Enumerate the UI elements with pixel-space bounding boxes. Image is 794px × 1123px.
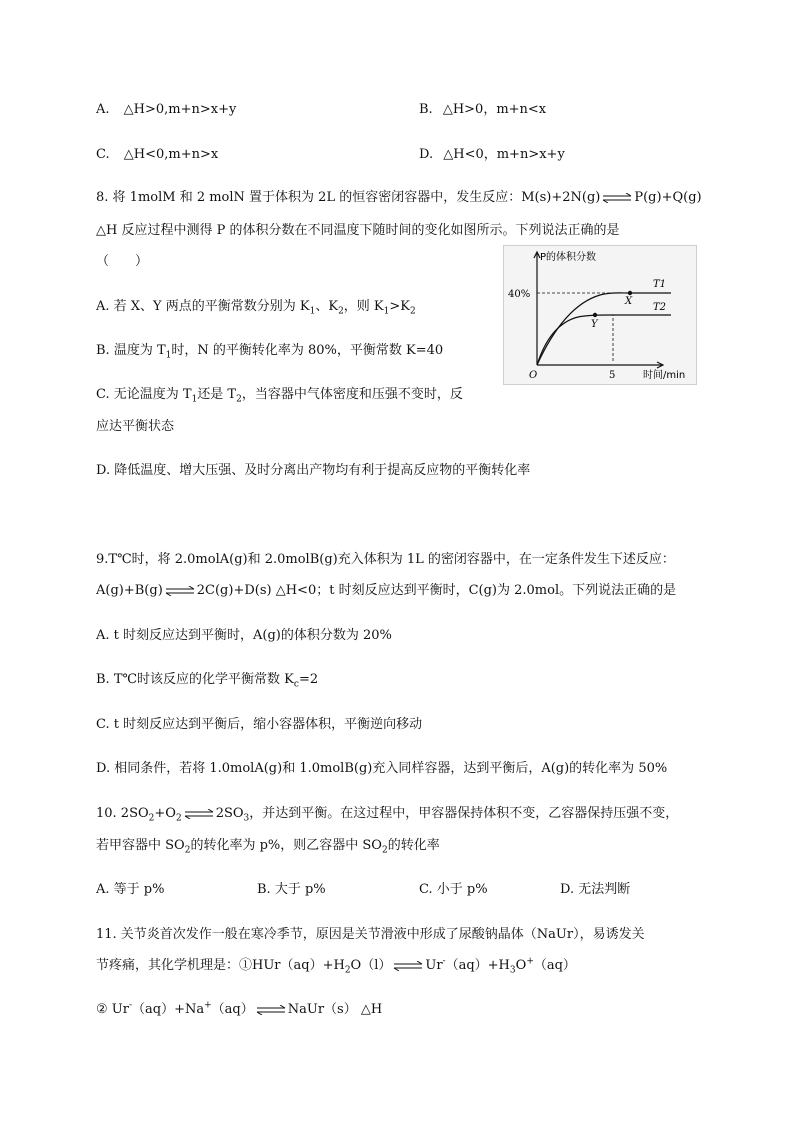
q8-option-a-text-1: A. 若 X、Y 两点的平衡常数分别为 K xyxy=(96,299,310,314)
point-y xyxy=(593,313,597,317)
subscript: 2 xyxy=(344,965,351,976)
y-axis-label: P的体积分数 xyxy=(540,252,597,263)
subscript: 1 xyxy=(191,394,198,405)
series-t2-label: T2 xyxy=(653,302,667,313)
equilibrium-arrow-icon xyxy=(165,586,195,596)
subscript: 3 xyxy=(509,965,516,976)
q9-option-d: D. 相同条件，若将 1.0molA(g)和 1.0molB(g)充入同样容器，达到平衡后，A(g)的转化率为 50% xyxy=(96,761,668,776)
q8-option-a-text-2: 、K xyxy=(315,299,339,314)
equilibrium-arrow-icon xyxy=(393,961,423,971)
q11-line3-text-2: （aq）+Na xyxy=(132,1002,205,1017)
subscript: 1 xyxy=(383,306,390,317)
q10-text-2: +O xyxy=(154,806,176,821)
subscript: 2 xyxy=(381,845,388,856)
q7-option-c xyxy=(96,146,218,164)
equilibrium-arrow-icon xyxy=(256,1005,286,1015)
q7-option-d-text: △H<0，m+n>x+y xyxy=(443,147,565,162)
q8-stem-line1 xyxy=(96,189,702,207)
origin-label: O xyxy=(529,370,538,381)
q8-option-c xyxy=(96,386,463,404)
q8-figure-svg xyxy=(503,245,697,385)
q11-line3-text-3: （aq） xyxy=(211,1002,254,1017)
q7-option-b-text: △H>0，m+n<x xyxy=(442,102,547,117)
q10-text-3: 2SO xyxy=(215,806,244,821)
subscript: 2 xyxy=(184,845,191,856)
q8-stem-line1-b: P(g)+Q(g) xyxy=(634,190,702,205)
equilibrium-arrow-icon xyxy=(602,193,632,203)
q11-stem-line1: 11. 关节炎首次发作一般在寒冷季节，原因是关节滑液中形成了尿酸钠晶体（NaUr），易诱发关 xyxy=(96,927,645,942)
q11-stem-line3 xyxy=(96,1001,382,1019)
q10-option-c: C. 小于 p% xyxy=(419,882,488,897)
q10-text-1: 10. 2SO xyxy=(96,806,149,821)
superscript: - xyxy=(442,956,446,967)
series-t1-label: T1 xyxy=(653,279,667,290)
q10-line2-text-2: 的转化率为 p%，则乙容器中 SO xyxy=(190,838,382,853)
q11-line2-text-1: 节疼痛，其化学机理是：①HUr（aq）+H xyxy=(96,958,345,973)
q8-stem-line1-a: 8. 将 1molM 和 2 molN 置于体积为 2L 的恒容密闭容器中，发生反应：M(s)+2N(g) xyxy=(96,190,601,205)
q8-option-c-text-1: C. 无论温度为 T xyxy=(96,387,192,402)
q9-stem-line2-a: A(g)+B(g) xyxy=(96,583,163,598)
y-tick-label: 40% xyxy=(508,289,531,300)
subscript: 2 xyxy=(338,306,344,317)
q8-option-d: D. 降低温度、增大压强、及时分离出产物均有利于提高反应物的平衡转化率 xyxy=(96,463,531,478)
q7-option-a-label: A. xyxy=(96,102,110,117)
q7-option-d-label: D. xyxy=(419,147,434,162)
q11-line3-text-4: NaUr（s） △H xyxy=(287,1002,383,1017)
x-tick-label: 5 xyxy=(609,370,616,381)
q8-option-a-text-3: ，则 K xyxy=(343,299,384,314)
subscript: 1 xyxy=(309,306,316,317)
q8-option-c-line2: 应达平衡状态 xyxy=(96,419,175,434)
q10-stem-line2 xyxy=(96,837,440,855)
q7-option-d xyxy=(419,146,565,164)
q8-option-b-text-2: 时，N 的平衡转化率为 80%，平衡常数 K=40 xyxy=(171,343,444,358)
subscript: 2 xyxy=(148,813,155,824)
q11-line2-text-3: Ur xyxy=(425,958,443,973)
q9-stem-line1: 9.T℃时，将 2.0molA(g)和 2.0molB(g)充入体积为 1L 的密闭容器中，在一定条件发生下述反应： xyxy=(96,552,675,567)
q11-line2-text-6: （aq） xyxy=(533,958,576,973)
q11-line2-text-2: O（l） xyxy=(350,958,392,973)
q9-stem-line2-b: 2C(g)+D(s) △H<0；t 时刻反应达到平衡时，C(g)为 2.0mol。下列说法正确的是 xyxy=(196,583,677,598)
q11-stem-line2 xyxy=(96,957,576,975)
x-axis-label: 时间/min xyxy=(643,370,686,381)
q9-option-a: A. t 时刻反应达到平衡时，A(g)的体积分数为 20% xyxy=(96,628,392,643)
q7-option-b-label: B. xyxy=(419,102,433,117)
q7-option-c-text: △H<0,m+n>x xyxy=(123,147,219,162)
q11-line3-text-1: ② Ur xyxy=(96,1002,129,1017)
equilibrium-arrow-icon xyxy=(184,809,214,819)
q8-option-a-text-4: >K xyxy=(389,299,410,314)
q7-option-a-text: △H>0,m+n>x+y xyxy=(123,102,237,117)
q9-option-b-text-1: B. T℃时该反应的化学平衡常数 K xyxy=(96,672,294,687)
q8-figure xyxy=(503,245,697,385)
subscript: 1 xyxy=(165,350,172,361)
q11-line2-text-5: O xyxy=(515,958,527,973)
q8-option-c-text-3: ，当容器中气体密度和压强不变时，反 xyxy=(241,387,463,402)
q7-option-a xyxy=(96,101,236,119)
q8-option-b xyxy=(96,342,443,360)
q8-option-b-text-1: B. 温度为 T xyxy=(96,343,166,358)
q8-answer-paren: （ ） xyxy=(96,254,149,269)
subscript: c xyxy=(293,679,299,690)
point-y-label: Y xyxy=(591,319,598,330)
superscript: + xyxy=(204,1000,212,1011)
q9-option-c: C. t 时刻反应达到平衡后，缩小容器体积，平衡逆向移动 xyxy=(96,717,423,732)
point-x xyxy=(628,291,632,295)
q8-option-c-text-2: 还是 T xyxy=(197,387,237,402)
q11-line2-text-4: （aq）+H xyxy=(445,958,510,973)
q8-stem-line2: △H 反应过程中测得 P 的体积分数在不同温度下随时间的变化如图所示。下列说法正确的是 xyxy=(96,223,620,238)
subscript: 2 xyxy=(236,394,242,405)
q9-option-b xyxy=(96,671,318,689)
point-x-label: X xyxy=(625,296,633,307)
q9-stem-line2 xyxy=(96,582,676,600)
q10-text-4: ，并达到平衡。在这过程中，甲容器保持体积不变，乙容器保持压强不变， xyxy=(249,806,679,821)
subscript: 2 xyxy=(175,813,182,824)
q7-option-b xyxy=(419,101,546,119)
q7-option-c-label: C. xyxy=(96,147,110,162)
q10-option-a: A. 等于 p% xyxy=(96,882,165,897)
q10-line2-text-3: 的转化率 xyxy=(387,838,440,853)
q10-option-b: B. 大于 p% xyxy=(257,882,326,897)
subscript: 3 xyxy=(243,813,250,824)
q10-line2-text-1: 若甲容器中 SO xyxy=(96,838,185,853)
q10-stem-line1 xyxy=(96,805,678,823)
superscript: + xyxy=(526,956,534,967)
superscript: - xyxy=(128,1000,133,1011)
q10-option-d: D. 无法判断 xyxy=(560,882,631,897)
q9-option-b-text-2: =2 xyxy=(298,672,319,687)
subscript: 2 xyxy=(410,306,416,317)
q8-option-a xyxy=(96,298,416,316)
